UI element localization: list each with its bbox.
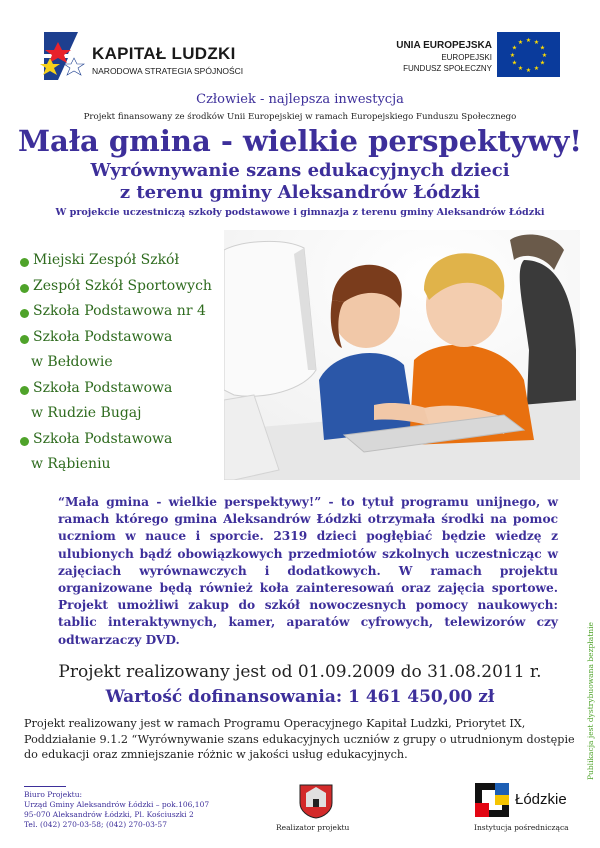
- svg-text:★: ★: [511, 59, 518, 67]
- svg-text:★: ★: [517, 65, 524, 72]
- eu-text: [392, 40, 492, 73]
- main-title: Mała gmina - wielkie perspektywy!: [17, 124, 583, 158]
- biuro-label: Biuro Projektu:: [24, 790, 83, 799]
- school-item: [20, 325, 230, 351]
- lodzkie-logo-icon: [473, 781, 511, 819]
- svg-text:★: ★: [511, 44, 518, 52]
- funding-note: Projekt finansowany ze środków Unii Europejskiej w ramach Europejskiego Funduszu Społecznego: [83, 112, 517, 122]
- project-office-info: [24, 790, 209, 830]
- subtitle-line1: Wyrównywanie szans edukacyjnych dzieci: [90, 160, 510, 181]
- school-item-continued: [20, 401, 230, 427]
- kapital-ludzki-logo-icon: [38, 28, 98, 84]
- school-label: w Rudzie Bugaj: [31, 405, 142, 421]
- subtitle-line2: z terenu gminy Aleksandrów Łódzki: [119, 182, 481, 203]
- school-item: [20, 376, 230, 402]
- slogan: Człowiek - najlepsza inwestycja: [196, 92, 404, 107]
- eu-flag-icon: [497, 32, 560, 77]
- svg-text:★: ★: [533, 39, 540, 46]
- school-list: [20, 248, 230, 478]
- eu-line1: UNIA EUROPEJSKA: [396, 40, 492, 51]
- svg-text:★: ★: [525, 37, 532, 44]
- bullet-icon: [20, 284, 29, 293]
- free-distribution-note: Publikacja jest dystrybuowana bezpłatnie: [586, 622, 595, 780]
- school-item: [20, 248, 230, 274]
- participants-note: W projekcie uczestniczą szkoły podstawowe i gimnazja z terenu gminy Aleksandrów Łódzki: [55, 207, 545, 218]
- funding-value: Wartość dofinansowania: 1 461 450,00 zł: [105, 687, 495, 707]
- project-period: Projekt realizowany jest od 01.09.2009 do 31.08.2011 r.: [58, 662, 542, 682]
- school-label: Szkoła Podstawowa: [33, 379, 173, 396]
- school-label: Szkoła Podstawowa nr 4: [33, 303, 206, 319]
- school-label: Szkoła Podstawowa: [33, 430, 173, 447]
- school-label: Szkoła Podstawowa: [33, 328, 173, 345]
- biuro-line3: Tel. (042) 270-03-58; (042) 270-03-57: [24, 820, 167, 829]
- svg-text:★: ★: [517, 39, 524, 46]
- svg-text:★: ★: [539, 44, 546, 52]
- kapital-ludzki-title: KAPITAŁ LUDZKI: [92, 44, 236, 63]
- project-description: “Mała gmina - wielkie perspektywy!” - to tytuł programu unijnego, w ramach którego gmina Aleksandrów Łódzki otrzymała środki na pomoc uczniom w nauce i sporcie. 2319 dzieci pogłębiać będzie wiedzę z ulubionych bądź obowiązkowych przedmiotów szkolnych uczestnicząc w zajęciach wyrównawczych i dodatkowych. W ramach projektu organizowane będą również koła zainteresowań oraz zajęcia sportowe. Projekt umożliwi zakup do szkół nowoczesnych pomocy naukowych: tablic interaktywnych, kamer, aparatów cyfrowych, telewizorów czy odtwarzaczy DVD.: [58, 495, 558, 647]
- realizator-label: Realizator projektu: [276, 823, 350, 832]
- lodzkie-name: Łódzkie: [515, 791, 567, 808]
- bullet-icon: [20, 258, 29, 267]
- school-item-continued: [20, 350, 230, 376]
- kapital-ludzki-subtitle: NARODOWA STRATEGIA SPÓJNOŚCI: [92, 66, 244, 76]
- bullet-icon: [20, 386, 29, 395]
- svg-text:★: ★: [541, 52, 548, 59]
- school-label: Zespół Szkół Sportowych: [33, 277, 212, 294]
- school-label: w Bełdowie: [31, 354, 113, 370]
- biuro-line2: 95-070 Aleksandrów Łódzki, Pl. Kościuszki 2: [24, 810, 194, 819]
- school-label: w Rąbieniu: [31, 456, 111, 472]
- school-item: [20, 299, 230, 325]
- svg-text:★: ★: [525, 67, 532, 74]
- svg-text:★: ★: [509, 52, 516, 59]
- bullet-icon: [20, 437, 29, 446]
- program-note: Projekt realizowany jest w ramach Programu Operacyjnego Kapitał Ludzki, Priorytet IX, Poddziałanie 9.1.2 “Wyrównywanie szans edukacyjnych uczniów z grupy o utrudnionym dostępie do edukacji oraz zmniejszanie różnic w jakości usług edukacyjnych.: [24, 717, 575, 761]
- svg-text:★: ★: [539, 59, 546, 67]
- school-label: Miejski Zespół Szkół: [33, 252, 180, 268]
- intermediate-institution-label: Instytucja pośrednicząca: [474, 823, 569, 832]
- footer-divider: [24, 786, 66, 787]
- bullet-icon: [20, 309, 29, 318]
- school-item-continued: [20, 452, 230, 478]
- kapital-ludzki-text: [92, 44, 243, 76]
- school-item: [20, 427, 230, 453]
- biuro-line1: Urząd Gminy Aleksandrów Łódzki – pok.106,107: [24, 800, 210, 809]
- svg-text:★: ★: [533, 65, 540, 72]
- children-computer-photo: [224, 230, 580, 480]
- municipality-crest-icon: [296, 783, 336, 819]
- eu-line2: EUROPEJSKI: [441, 53, 492, 62]
- bullet-icon: [20, 335, 29, 344]
- school-item: [20, 274, 230, 300]
- eu-line3: FUNDUSZ SPOŁECZNY: [403, 64, 492, 73]
